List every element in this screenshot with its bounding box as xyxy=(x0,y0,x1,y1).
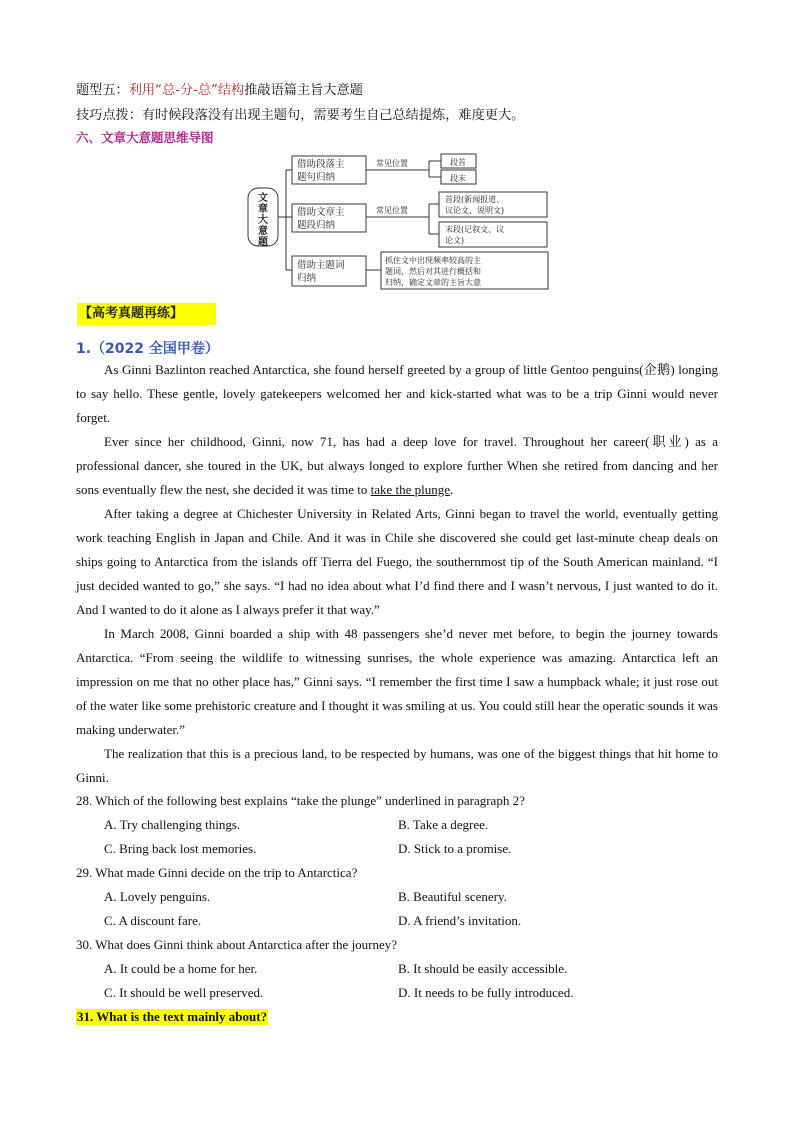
q30-option-d: D. It needs to be fully introduced. xyxy=(398,985,574,1000)
branch1-line2: 题句归纳 xyxy=(297,172,336,183)
q28-option-a: A. Try challenging things. xyxy=(104,817,241,832)
leaf-last-para-line2: 论文) xyxy=(445,236,465,245)
leaf-paragraph-end: 段末 xyxy=(450,174,466,183)
para2-text-before: Ever since her childhood, Ginni, now 71, has had a deep love for travel. Throughout her career(职业) as a professional dancer, she toured in the UK, but always longed to explore further When she retired from dancing and her sons eventually flew the nest, she decided it was time to xyxy=(76,434,718,497)
underlined-phrase: take the plunge xyxy=(370,482,451,497)
root-char-2: 章 xyxy=(258,204,268,215)
question-29-stem: 29. What made Ginni decide on the trip to Antarctica? xyxy=(76,865,358,880)
section6-heading: 六、文章大意题思维导图 xyxy=(76,130,214,145)
q30-option-c: C. It should be well preserved. xyxy=(104,985,264,1000)
question-31-stem: 31. What is the text mainly about? xyxy=(77,1009,268,1024)
passage-paragraph-2 xyxy=(76,430,718,502)
leaf-keyword-line1: 抓住文中出现频率较高的主 xyxy=(385,256,481,265)
passage-paragraph-1: As Ginni Bazlinton reached Antarctica, she found herself greeted by a group of little Gentoo penguins(企鹅) longing to say hello. These gentle, lovely gatekeepers welcomed her and kick-started what was to be a trip Ginni would never forget. xyxy=(76,362,718,425)
leaf-first-para-line2: 议论文、说明文) xyxy=(445,206,505,215)
type5-prefix: 题型五： xyxy=(76,83,129,98)
q28-option-b: B. Take a degree. xyxy=(398,817,489,832)
q30-option-b: B. It should be easily accessible. xyxy=(398,961,568,976)
mindmap-diagram xyxy=(245,153,555,291)
q29-option-b: B. Beautiful scenery. xyxy=(398,889,507,904)
question-type-line xyxy=(76,79,363,98)
leaf-last-para-line1: 末段(记叙文、议 xyxy=(445,225,505,234)
branch2-line1: 借助文章主 xyxy=(297,207,345,218)
root-char-1: 文 xyxy=(258,193,268,204)
leaf-keyword-line2: 题词，然后对其进行概括和 xyxy=(385,267,481,276)
type5-highlight: 利用“总-分-总”结构 xyxy=(128,83,245,98)
leaf-paragraph-start: 段首 xyxy=(450,158,466,167)
question-30-stem: 30. What does Ginni think about Antarctica after the journey? xyxy=(76,937,398,952)
q30-option-a: A. It could be a home for her. xyxy=(104,961,258,976)
tip-line: 技巧点拨：有时候段落没有出现主题句，需要考生自己总结提炼，难度更大。 xyxy=(76,108,525,123)
q28-option-d: D. Stick to a promise. xyxy=(398,841,512,856)
branch1-position-label: 常见位置 xyxy=(376,159,408,168)
passage-paragraph-3: After taking a degree at Chichester University in Related Arts, Ginni began to travel the world, eventually getting work teaching English in Japan and Chile. And it was in Chile she discovered she could get last-minute cheap deals on ships going to Antarctica from the islands off Tierra del Fuego, the southernmost tip of the South American mainland. “I just decided wanted to go,” she says. “I had no idea about what I’d find there and I wasn’t nervous, I just wanted to do it. And I wanted to do it alone as I always prefer it that way.” xyxy=(76,506,718,617)
leaf-keyword-line3: 归纳，确定文章的主旨大意 xyxy=(385,278,481,287)
question-28-stem: 28. Which of the following best explains “take the plunge” underlined in paragraph 2? xyxy=(76,793,525,808)
branch3-line1: 借助主题词 xyxy=(297,260,345,271)
q29-option-a: A. Lovely penguins. xyxy=(104,889,211,904)
q29-option-d: D. A friend’s invitation. xyxy=(398,913,522,928)
leaf-first-para-line1: 首段(新闻报道、 xyxy=(445,195,505,204)
branch1-line1: 借助段落主 xyxy=(297,159,345,170)
practice-badge: 【高考真题再练】 xyxy=(77,303,216,325)
passage-paragraph-4: In March 2008, Ginni boarded a ship with 48 passengers she’d never met before, to begin the journey towards Antarctica. “From seeing the wildlife to witnessing sunrises, the whole experience was amazing. Antarctica left an impression on me that no other place has,” Ginni says. “I remember the first time I saw a humpback whale; it just rose out of the water like some prehistoric creature and I thought it was smiling at us. You could still hear the operatic sounds it was making underwater.” xyxy=(76,626,718,737)
q29-option-c: C. A discount fare. xyxy=(104,913,202,928)
root-char-4: 意 xyxy=(258,226,268,237)
q28-option-c: C. Bring back lost memories. xyxy=(104,841,257,856)
section1-heading: 1.（2022 全国甲卷） xyxy=(76,341,219,357)
passage-paragraph-5: The realization that this is a precious land, to be respected by humans, was one of the biggest things that hit home to Ginni. xyxy=(76,746,718,785)
type5-suffix: 推敲语篇主旨大意题 xyxy=(244,83,363,98)
para2-text-after: . xyxy=(450,482,454,497)
root-char-5: 题 xyxy=(258,237,268,248)
root-char-3: 大 xyxy=(258,215,268,226)
branch2-line2: 题段归纳 xyxy=(297,220,336,231)
branch3-line2: 归纳 xyxy=(297,273,317,284)
branch2-position-label: 常见位置 xyxy=(376,206,408,215)
